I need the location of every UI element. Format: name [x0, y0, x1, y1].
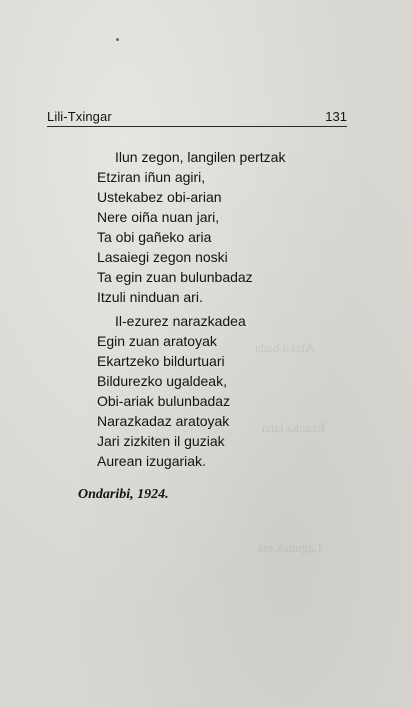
- verse-line: Ilun zegon, langilen pertzak: [115, 149, 286, 165]
- page-number: 131: [325, 109, 347, 124]
- verse-line: Etziran iñun agiri,: [97, 169, 206, 185]
- verse-line: Narazkadaz aratoyak: [97, 413, 230, 429]
- ink-speck: [116, 38, 119, 41]
- show-through-text: Aizko bada: [255, 340, 315, 355]
- verse-line: Ta obi gañeko aria: [97, 229, 212, 245]
- verse-line: Ustekabez obi-arian: [97, 189, 222, 205]
- verse-line: Itzuli ninduan ari.: [97, 289, 203, 305]
- show-through-text: Lagunak eta: [258, 540, 322, 555]
- verse-line: Ta egin zuan bulunbadaz: [97, 269, 253, 285]
- header-rule: [47, 126, 347, 127]
- verse-line: Bildurezko ugaldeak,: [97, 373, 227, 389]
- verse-line: Il-ezurez narazkadea: [115, 313, 246, 329]
- verse-line: Nere oiña nuan jari,: [97, 209, 220, 225]
- verse-line: Ekartzeko bildurtuari: [97, 353, 225, 369]
- verse-line: Lasaiegi zegon noski: [97, 249, 228, 265]
- verse-line: Jari zizkiten il guziak: [97, 433, 225, 449]
- verse-line: Obi-ariak bulunbadaz: [97, 393, 231, 409]
- page-header: [47, 109, 347, 125]
- verse-line: Egin zuan aratoyak: [97, 333, 217, 349]
- place-date-signature: Ondaribi, 1924.: [78, 487, 169, 502]
- show-through-text: Ezanka lana: [262, 420, 326, 435]
- running-title: Lili-Txingar: [47, 109, 112, 124]
- verse-line: Aurean izugariak.: [97, 453, 206, 469]
